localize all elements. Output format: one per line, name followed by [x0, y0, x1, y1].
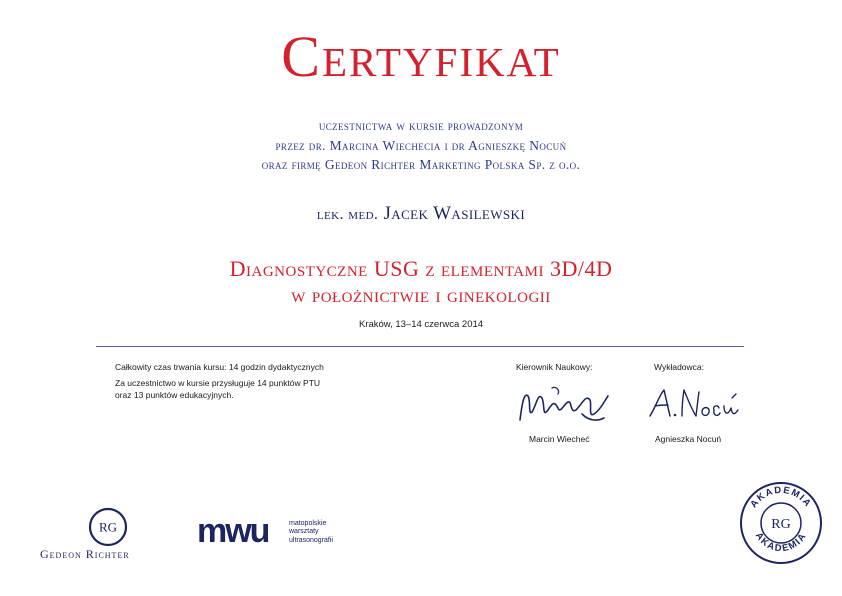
- date-place: Kraków, 13–14 czerwca 2014: [358, 319, 484, 330]
- signatory-name-marcin-wiechec: Marcin Wiecheć: [529, 434, 590, 444]
- svg-text:RG: RG: [98, 519, 118, 535]
- course-title-line-1: Diagnostyczne USG z elementami 3D/4D: [229, 256, 613, 281]
- mwu-text: [289, 520, 333, 545]
- recipient-name: Jacek Wasilewski: [383, 203, 526, 224]
- intro-line-1: uczestnictwa w kursie prowadzonym: [318, 118, 524, 133]
- mwu-text-line-2: warsztaty: [289, 528, 319, 536]
- course-title-line-2: w położnictwie i ginekologii: [291, 282, 551, 307]
- recipient: [0, 204, 842, 223]
- divider-line: [96, 346, 744, 347]
- svg-text:RG: RG: [771, 517, 791, 532]
- mwu-logo-icon: [197, 514, 285, 548]
- mwu-text-line-3: ultrasonografii: [289, 536, 333, 544]
- signature-marcin-wiechec: [512, 374, 620, 430]
- course-duration: Całkowity czas trwania kursu: 14 godzin dydaktycznych: [115, 362, 324, 372]
- certificate-title: Certyfikat: [281, 24, 561, 89]
- svg-text:AKADEMIA: AKADEMIA: [752, 530, 810, 555]
- intro-line-2: przez dr. Marcina Wiechecia i dr Agnieszkę Nocuń: [275, 138, 567, 153]
- intro-line-3: oraz firmę Gedeon Richter Marketing Polska Sp. z o.o.: [261, 157, 581, 172]
- education-points: oraz 13 punktów edukacyjnych.: [115, 390, 234, 400]
- mwu-text-line-1: matopolskie: [289, 520, 327, 527]
- signatory-role-scientific-head: Kierownik Naukowy:: [516, 362, 593, 372]
- svg-text:mwu: mwu: [197, 514, 269, 548]
- signatory-name-agnieszka-nocun: Agnieszka Nocuń: [655, 434, 722, 444]
- ptu-points: Za uczestnictwo w kursie przysługuje 14 punktów PTU: [115, 378, 321, 388]
- svg-text:AKADEMIA: AKADEMIA: [748, 484, 814, 510]
- recipient-prefix: lek. med.: [316, 206, 379, 223]
- signatory-role-lecturer: Wykładowca:: [654, 362, 704, 372]
- akademia-seal-icon: [738, 480, 824, 566]
- gedeon-richter-name: Gedeon Richter: [40, 547, 130, 561]
- signature-agnieszka-nocun: [646, 384, 742, 424]
- gedeon-richter-logo-icon: [88, 507, 128, 547]
